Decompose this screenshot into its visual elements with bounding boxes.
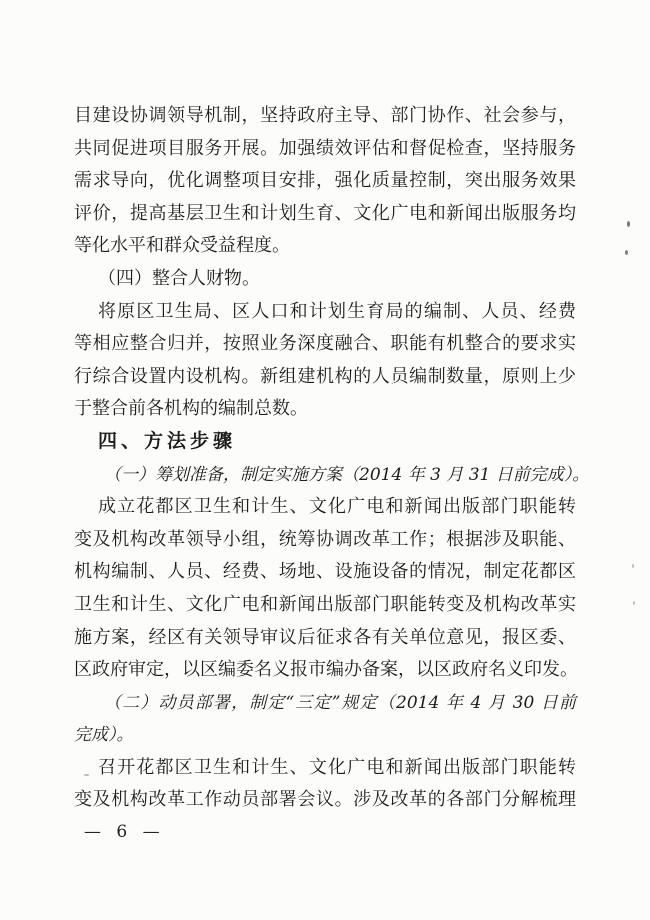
text-line: 卫生和计生、文化广电和新闻出版部门职能转变及机构改革实: [74, 593, 576, 615]
text-line: 召开花都区卫生和计生、文化广电和新闻出版部门职能转: [98, 756, 576, 778]
chapter-heading: 四、方法步骤: [98, 430, 237, 452]
text-line: 成立花都区卫生和计生、文化广电和新闻出版部门职能转: [98, 496, 576, 518]
text-line: 于整合前各机构的编制总数。: [74, 398, 308, 420]
text-line: 需求导向，优化调整项目安排，强化质量控制，突出服务效果: [74, 170, 576, 192]
text-line: 将原区卫生局、区人口和计划生育局的编制、人员、经费: [98, 300, 576, 322]
page-number: — 6 —: [84, 822, 161, 842]
document-body: [74, 100, 590, 817]
scan-artifact: [632, 564, 634, 568]
scan-artifact: [84, 774, 89, 776]
text-line: 机构编制、人员、经费、场地、设施设备的情况，制定花都区: [74, 561, 576, 583]
section-heading-4: （四）整合人财物。: [98, 267, 260, 289]
text-line: 共同促进项目服务开展。加强绩效评估和督促检查，坚持服务: [74, 137, 576, 159]
step-heading-2: （二）动员部署，制定“三定”规定（2014 年 4 月 30 日前: [104, 692, 576, 713]
text-line: 区政府审定，以区编委名义报市编办备案，以区政府名义印发。: [74, 659, 578, 681]
scan-artifact: [633, 601, 635, 605]
text-line: 等化水平和群众受益程度。: [74, 235, 290, 257]
text-line: 施方案，经区有关领导审议后征求各有关单位意见，报区委、: [74, 626, 576, 648]
text-line: 等相应整合归并，按照业务深度融合、职能有机整合的要求实: [74, 333, 576, 355]
scan-artifact: [627, 221, 630, 227]
text-line: 目建设协调领导机制，坚持政府主导、部门协作、社会参与，: [74, 105, 576, 126]
text-line: 评价，提高基层卫生和计划生育、文化广电和新闻出版服务均: [74, 202, 576, 224]
text-line: 行综合设置内设机构。新组建机构的人员编制数量，原则上少: [74, 365, 576, 387]
text-line: 变及机构改革工作动员部署会议。涉及改革的各部门分解梳理: [74, 789, 576, 811]
step-heading-1: （一）筹划准备，制定实施方案（2014 年 3 月 31 日前完成）。: [104, 464, 590, 485]
scan-artifact: [625, 250, 628, 255]
text-line: 变及机构改革领导小组，统筹协调改革工作；根据涉及职能、: [74, 528, 576, 550]
text-line: 完成）。: [74, 725, 134, 746]
